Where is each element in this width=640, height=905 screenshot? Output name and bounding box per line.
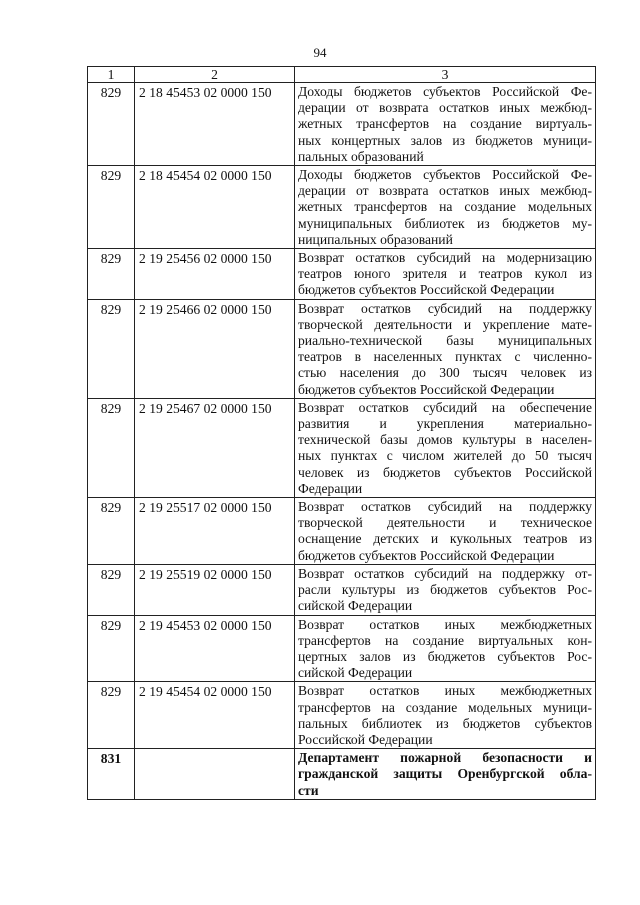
description-line: Департамент пожарной безопасности и bbox=[298, 750, 592, 766]
description-line: Возврат остатков субсидий на поддержку bbox=[298, 300, 592, 316]
budget-code-cell: 2 19 45454 02 0000 150 bbox=[135, 682, 295, 749]
budget-code-cell bbox=[135, 749, 295, 800]
description-line: бюджетов субъектов Российской Федерации bbox=[298, 381, 555, 397]
table-row bbox=[88, 299, 596, 398]
description-line: пальных образований bbox=[298, 148, 424, 164]
budget-classification-table bbox=[87, 66, 596, 800]
table-header-row bbox=[88, 67, 596, 83]
description-line: цертных залов из бюджетов субъектов Рос- bbox=[298, 648, 592, 664]
budget-code-cell: 2 19 25517 02 0000 150 bbox=[135, 498, 295, 565]
description-line: Возврат остатков субсидий на модернизацию bbox=[298, 250, 592, 266]
description-line: пальных библиотек из бюджетов субъектов bbox=[298, 715, 592, 731]
column-header: 3 bbox=[295, 67, 596, 83]
budget-code-cell: 2 19 25467 02 0000 150 bbox=[135, 398, 295, 497]
description-line: Возврат остатков иных межбюджетных bbox=[298, 683, 592, 699]
description-line: жетных трансфертов на создание модельных bbox=[298, 199, 592, 215]
description-line: гражданской защиты Оренбургской обла- bbox=[298, 766, 592, 782]
description-line: жетных трансфертов на создание виртуаль- bbox=[298, 116, 592, 132]
description-line: театров в населенных пунктах с численно- bbox=[298, 349, 592, 365]
column-header: 2 bbox=[135, 67, 295, 83]
admin-code-cell: 829 bbox=[88, 564, 135, 615]
budget-code-cell: 2 19 45453 02 0000 150 bbox=[135, 615, 295, 682]
description-line: трансфертов на создание виртуальных кон- bbox=[298, 632, 592, 648]
description-cell bbox=[295, 299, 596, 398]
description-cell bbox=[295, 749, 596, 800]
table-row bbox=[88, 166, 596, 249]
description-line: бюджетов субъектов Российской Федерации bbox=[298, 547, 555, 563]
description-line: развития и укрепления материально- bbox=[298, 416, 592, 432]
table-row bbox=[88, 398, 596, 497]
description-line: сийской Федерации bbox=[298, 598, 413, 614]
description-cell bbox=[295, 83, 596, 166]
description-line: Возврат остатков иных межбюджетных bbox=[298, 616, 592, 632]
admin-code-cell: 829 bbox=[88, 398, 135, 497]
description-line: Возврат остатков субсидий на обеспечение bbox=[298, 399, 592, 415]
budget-code-cell: 2 19 25456 02 0000 150 bbox=[135, 249, 295, 300]
column-header: 1 bbox=[88, 67, 135, 83]
description-line: Доходы бюджетов субъектов Российской Фе- bbox=[298, 167, 592, 183]
budget-code-cell: 2 18 45454 02 0000 150 bbox=[135, 166, 295, 249]
description-line: человек из бюджетов субъектов Российской bbox=[298, 464, 592, 480]
description-line: творческой деятельности и техническое bbox=[298, 515, 592, 531]
description-line: Федерации bbox=[298, 480, 363, 496]
description-line: бюджетов субъектов Российской Федерации bbox=[298, 282, 555, 298]
description-line: дерации от возврата остатков иных межбюд- bbox=[298, 183, 592, 199]
table-row bbox=[88, 749, 596, 800]
description-cell bbox=[295, 398, 596, 497]
table-row bbox=[88, 564, 596, 615]
description-line: ных концертных залов из бюджетов муници- bbox=[298, 132, 592, 148]
description-line: дерации от возврата остатков иных межбюд- bbox=[298, 100, 592, 116]
admin-code-cell: 829 bbox=[88, 249, 135, 300]
description-line: трансфертов на создание модельных муници- bbox=[298, 699, 592, 715]
admin-code-cell: 829 bbox=[88, 682, 135, 749]
admin-code-cell: 829 bbox=[88, 615, 135, 682]
description-line: оснащение детских и кукольных театров из bbox=[298, 531, 592, 547]
description-line: стью населения до 300 тысяч человек из bbox=[298, 365, 592, 381]
description-cell bbox=[295, 615, 596, 682]
description-cell bbox=[295, 498, 596, 565]
description-line: Доходы бюджетов субъектов Российской Фе- bbox=[298, 84, 592, 99]
description-line: Российской Федерации bbox=[298, 731, 433, 747]
description-line: технической базы домов культуры в населен- bbox=[298, 432, 592, 448]
admin-code-cell: 829 bbox=[88, 83, 135, 166]
table-row bbox=[88, 682, 596, 749]
budget-code-cell: 2 19 25519 02 0000 150 bbox=[135, 564, 295, 615]
admin-code-cell: 829 bbox=[88, 498, 135, 565]
table-row bbox=[88, 249, 596, 300]
budget-code-cell: 2 18 45453 02 0000 150 bbox=[135, 83, 295, 166]
description-line: муниципальных библиотек из бюджетов му- bbox=[298, 215, 592, 231]
description-line: театров юного зрителя и театров кукол из bbox=[298, 266, 592, 282]
description-cell bbox=[295, 682, 596, 749]
description-line: ных пунктах с числом жителей до 50 тысяч bbox=[298, 448, 592, 464]
admin-code-cell: 829 bbox=[88, 299, 135, 398]
page-number: 94 bbox=[313, 45, 327, 60]
description-line: сти bbox=[298, 782, 319, 798]
description-line: расли культуры из бюджетов субъектов Рос- bbox=[298, 582, 592, 598]
table-row bbox=[88, 615, 596, 682]
budget-code-cell: 2 19 25466 02 0000 150 bbox=[135, 299, 295, 398]
description-line: сийской Федерации bbox=[298, 665, 413, 681]
description-line: Возврат остатков субсидий на поддержку от- bbox=[298, 565, 592, 581]
admin-code-cell: 831 bbox=[88, 749, 135, 800]
description-line: риально-технической базы муниципальных bbox=[298, 333, 592, 349]
description-cell bbox=[295, 564, 596, 615]
description-cell bbox=[295, 166, 596, 249]
table-row bbox=[88, 498, 596, 565]
description-line: творческой деятельности и укрепление мате- bbox=[298, 316, 592, 332]
description-cell bbox=[295, 249, 596, 300]
description-line: Возврат остатков субсидий на поддержку bbox=[298, 499, 592, 515]
admin-code-cell: 829 bbox=[88, 166, 135, 249]
description-line: ниципальных образований bbox=[298, 231, 453, 247]
table-row bbox=[88, 83, 596, 166]
